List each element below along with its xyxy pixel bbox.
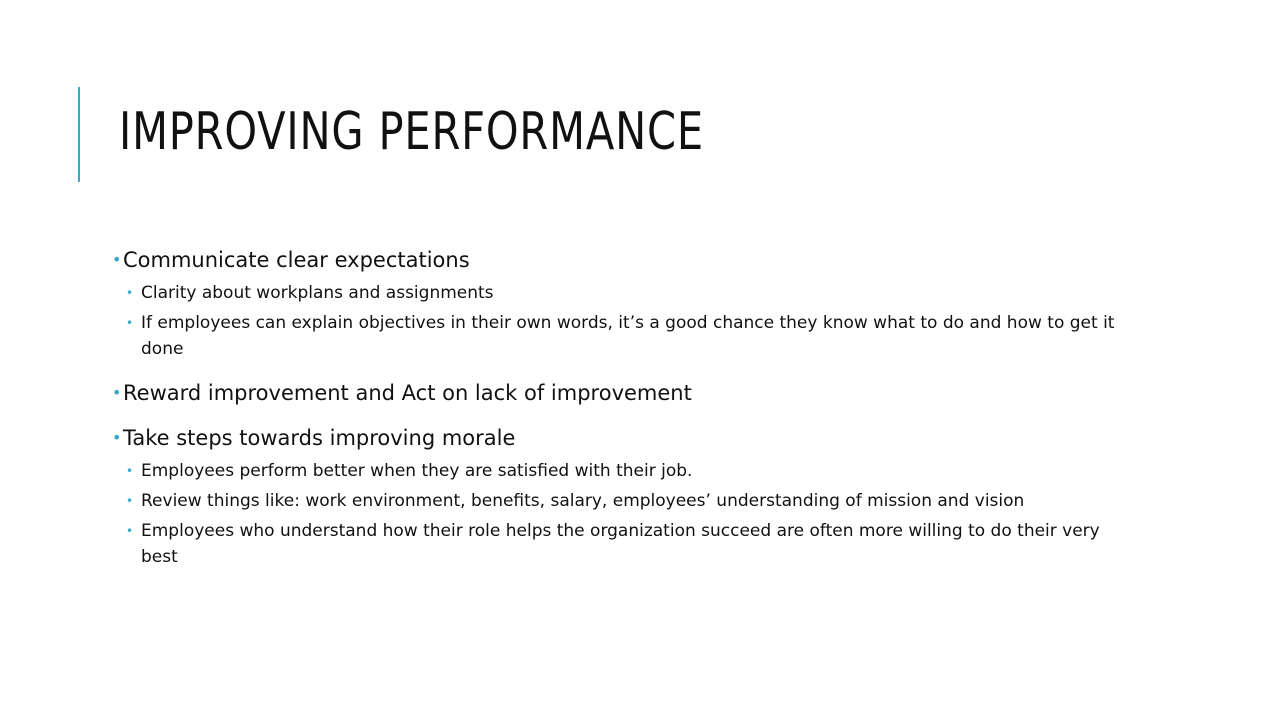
bullet-dot-icon: • (126, 464, 134, 478)
bullet-text: Review things like: work environment, benefits, salary, employees’ understanding of mission and vision (141, 491, 1025, 511)
slide-title: IMPROVING PERFORMANCE (119, 102, 704, 162)
slide-body (112, 245, 1122, 570)
bullet-dot-icon: • (112, 250, 122, 269)
bullet-dot-icon: • (126, 286, 134, 300)
bullet-dot-icon: • (112, 428, 122, 447)
bullet-dot-icon: • (126, 316, 134, 330)
bullet-text: Employees perform better when they are satisfied with their job. (141, 461, 693, 481)
bullet-level1 (112, 423, 1122, 454)
bullet-level2 (112, 280, 1122, 306)
bullet-text: Communicate clear expectations (123, 248, 470, 272)
bullet-level1 (112, 378, 1122, 409)
bullet-dot-icon: • (126, 494, 134, 508)
bullet-text: Take steps towards improving morale (123, 426, 516, 450)
bullet-level2 (112, 488, 1122, 514)
bullet-level1 (112, 245, 1122, 276)
bullet-dot-icon: • (126, 524, 134, 538)
bullet-level2 (112, 458, 1122, 484)
bullet-text: Reward improvement and Act on lack of improvement (123, 381, 692, 405)
bullet-text: If employees can explain objectives in their own words, it’s a good chance they know what to do and how to get it done (141, 313, 1115, 359)
bullet-level2 (112, 518, 1122, 570)
bullet-level2 (112, 310, 1122, 362)
bullet-dot-icon: • (112, 383, 122, 402)
bullet-text: Employees who understand how their role helps the organization succeed are often more willing to do their very best (141, 521, 1100, 567)
title-accent-bar (78, 87, 80, 182)
bullet-text: Clarity about workplans and assignments (141, 283, 494, 303)
